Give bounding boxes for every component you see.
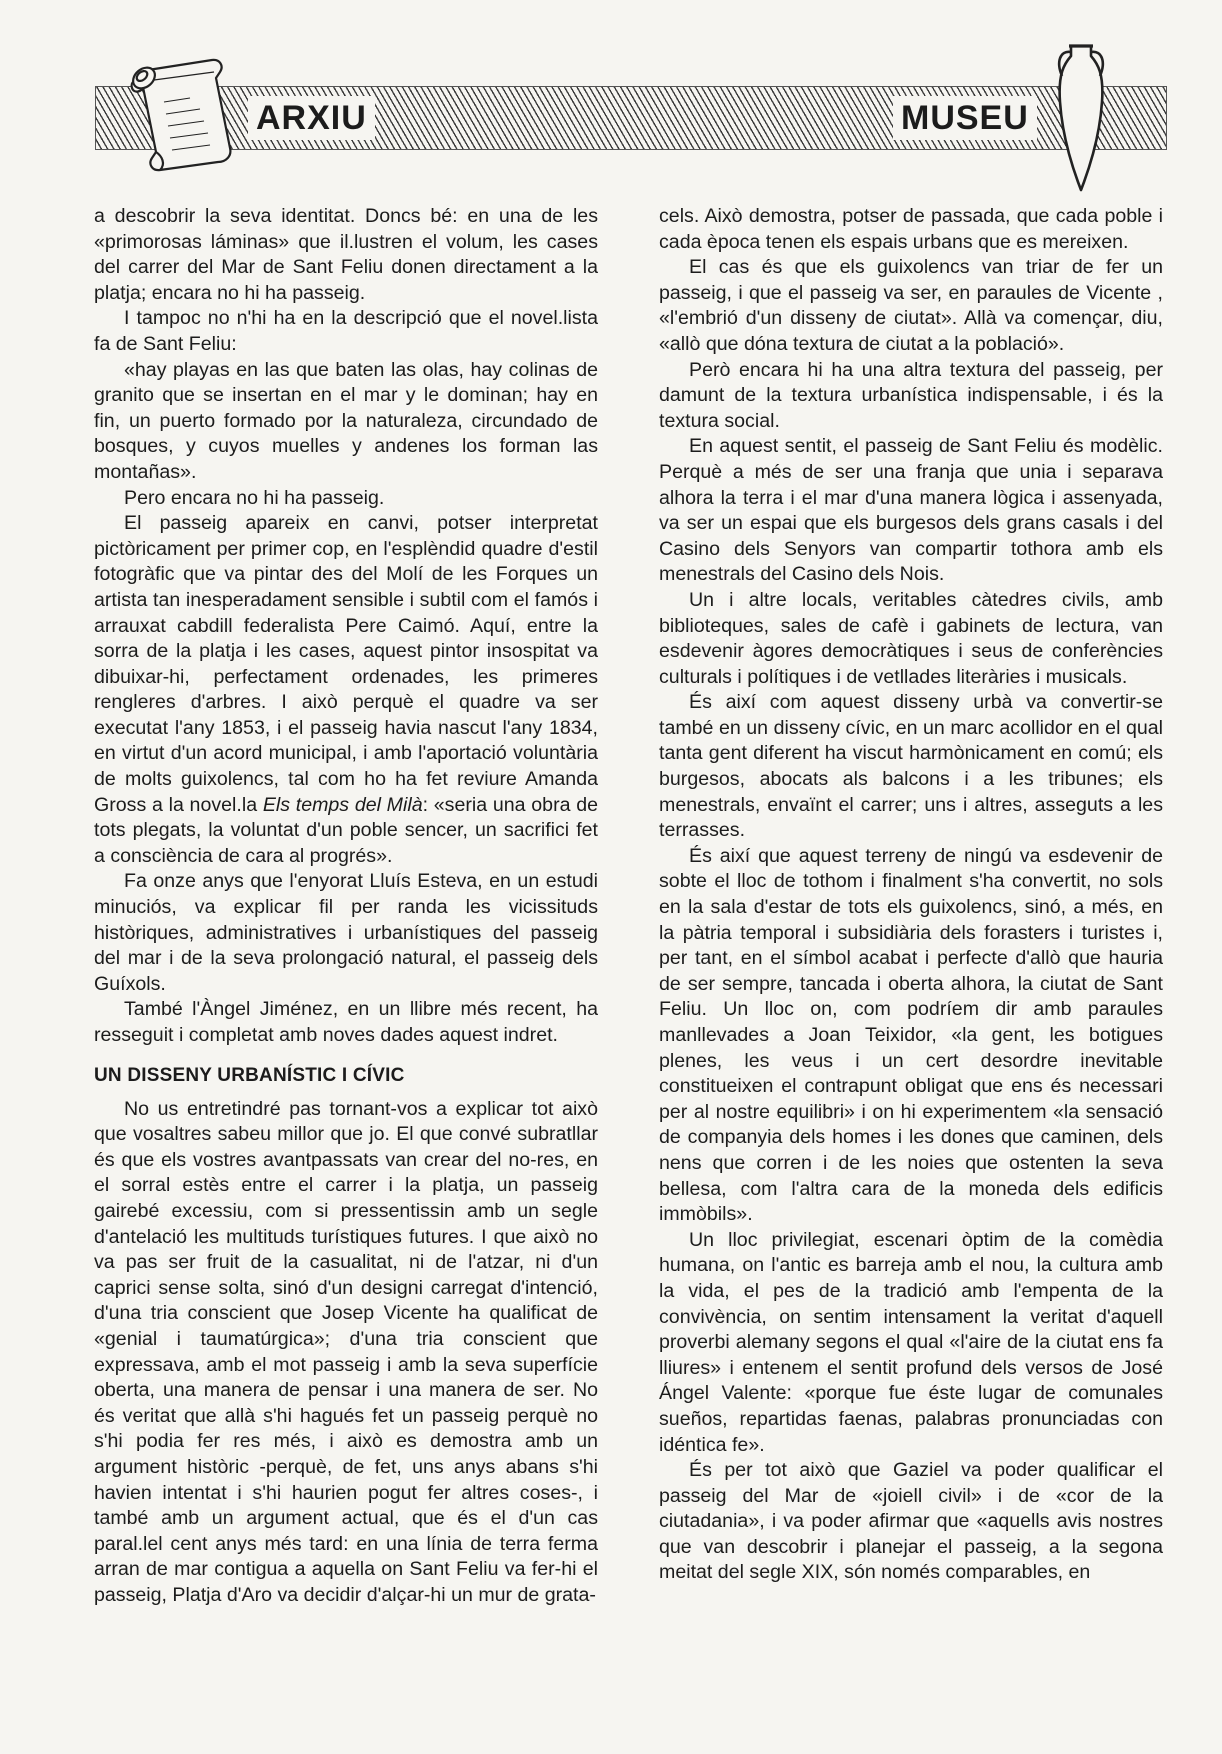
paragraph [94, 511, 598, 869]
paragraph: No us entretindré pas tornant-vos a explicar tot això que vosaltres sabeu millor que jo. El que convé subratllar és que els vostres avantpassats van crear del no-res, en el sorral estès entre el carrer i la platja, un passeig gairebé excessiu, com si pressentissin amb un segle d'antelació les multituds turístiques futures. I que això no va pas ser fruit de la casualitat, ni de l'atzar, ni d'un caprici sense solta, sinó d'un designi carregat d'intenció, d'una tria conscient que Josep Vicente ha qualificat de «genial i taumatúrgica»; d'una tria conscient que expressava, amb el mot passeig i amb la seva superfície oberta, una manera de pensar i una manera de ser. No és veritat que allà s'hi hagués fet un passeig perquè no s'hi podia fer res més, i això es demostra amb un argument històric -perquè, de fet, uns anys abans s'hi havien intentat i s'hi haurien pogut fer altres coses-, i també amb un argument actual, que és el d'un cas paral.lel cent anys més tard: en una línia de terra ferma arran de mar contigua a aquella on Sant Feliu va fer-hi el passeig, Platja d'Aro va decidir d'alçar-hi un mur de grata- [94, 1097, 598, 1606]
paragraph: És així com aquest disseny urbà va convertir-se també en un disseny cívic, en un marc acollidor en el qual tanta gent diferent ha viscut harmònicament en comú; els burgesos, abocats als balcons i a les tribunes; els menestrals, envaïnt el carrer; uns i altres, asseguts a les terrasses. [659, 691, 1163, 842]
paragraph: És per tot això que Gaziel va poder qualificar el passeig del Mar de «joiell civil» i de «cor de la ciutadania», i va poder afirmar que «aquells avis nostres que van descobrir i planejar el passeig, a la segona meitat del segle XIX, són només comparables, en [659, 1459, 1163, 1584]
book-title: Els temps del Milà [262, 793, 423, 816]
paragraph: a descobrir la seva identitat. Doncs bé: en una de les «primorosas láminas» que il.lustren el volum, les cases del carrer del Mar de Sant Feliu donen directament a la platja; encara no hi ha passeig. [94, 205, 598, 304]
paragraph: És així que aquest terreny de ningú va esdevenir de sobte el lloc de tothom i finalment s'ha convertit, no sols en la sala d'estar de tots els guixolencs, sinó, a més, en la pàtria temporal i subsidiària dels forasters i turistes i, per tant, en el símbol acabat i perfecte d'allò que hauria de ser sempre, tancada i oberta alhora, la ciutat de Sant Feliu. Un lloc on, com podríem dir amb paraules manllevades a Joan Teixidor, «la gent, les botigues plenes, les veus i un cert desordre inevitable constitueixen el contrapunt obligat que ens és necessari per al nostre equilibri» i on hi experimentem «la sensació de companyia dels homes i les dones que caminen, dels nens que corren i de les noies que ostenten la seva bellesa, com l'altra cara de la moneda dels edificis immòbils». [659, 844, 1163, 1226]
paragraph: El cas és que els guixolencs van triar de fer un passeig, i que el passeig va ser, en paraules de Vicente , «l'embrió d'un disseny de ciutat». Allà va començar, diu, «allò que dóna textura de ciutat a la població». [659, 256, 1163, 355]
text-span: : «seria una obra de tots plegats, la voluntat d'un poble sencer, un sacrifici fet a consciència de cara al progrés». [94, 793, 599, 867]
paragraph: Pero encara no hi ha passeig. [124, 486, 385, 509]
left-column [94, 204, 598, 1608]
paragraph: Fa onze anys que l'enyorat Lluís Esteva, en un estudi minuciós, va explicar fil per randa les vicissituds històriques, administratives i urbanístiques del passeig del mar i de la seva prolongació natural, el passeig dels Guíxols. [94, 870, 598, 995]
paragraph: I tampoc no n'hi ha en la descripció que el novel.lista fa de Sant Feliu: [94, 307, 598, 355]
amphora-icon [1052, 42, 1110, 192]
paragraph: Però encara hi ha una altra textura del passeig, per damunt de la textura urbanística indispensable, i és la textura social. [659, 358, 1163, 432]
page-header [0, 0, 1222, 200]
arxiu-label: ARXIU [248, 96, 375, 140]
quote-paragraph: «hay playas en las que baten las olas, hay colinas de granito que se insertan en el mar y le dominan; hay en fin, un puerto formado por la naturaleza, circundado de bosques, y cuyos muelles y andenes los forman las montañas». [94, 358, 598, 483]
section-heading: UN DISSENY URBANÍSTIC I CÍVIC [94, 1064, 405, 1086]
scroll-icon [120, 52, 245, 177]
text-span: El passeig apareix en canvi, potser interpretat pictòricament per primer cop, en l'esplèndid quadre d'estil fotogràfic que va pintar des del Molí de les Forques un artista tan inesperadament sensible i subtil com el famós i arrauxat cabdill federalista Pere Caimó. Aquí, entre la sorra de la platja i les cases, aquest pintor insospitat va dibuixar-hi, perfectament ordenades, les primeres rengleres d'arbres. I això perquè el quadre va ser executat l'any 1853, i el passeig havia nascut l'any 1834, en virtut d'un acord municipal, i amb l'aportació voluntària de molts guixolencs, tal com ho ha fet reviure Amanda Gross a la novel.la [94, 512, 598, 816]
paragraph: En aquest sentit, el passeig de Sant Feliu és modèlic. Perquè a més de ser una franja que unia i separava alhora la terra i el mar d'una manera lògica i assenyada, va ser un espai que els burgesos dels grans casals i del Casino dels Senyors van compartir tothora amb els menestrals del Casino dels Nois. [659, 435, 1163, 586]
paragraph: cels. Això demostra, potser de passada, que cada poble i cada època tenen els espais urbans que es mereixen. [659, 205, 1163, 253]
right-column [659, 204, 1163, 1586]
paragraph: Un i altre locals, veritables càtedres civils, amb biblioteques, sales de cafè i gabinets de lectura, van esdevenir àgores democràtiques i seus de conferències culturals i polítiques i de vetllades literàries i musicals. [659, 588, 1163, 688]
paragraph: Un lloc privilegiat, escenari òptim de la comèdia humana, on l'antic es barreja amb el nou, la cultura amb la vida, el pes de la tradició amb l'empenta de la convivència, on sentim intensament la veritat d'aquell proverbi alemany segons el qual «l'aire de la ciutat ens fa lliures» i entenem el sentit profund dels versos de José Ángel Valente: «porque fue éste lugar de comunales sueños, repartidas faenas, palabras pronunciadas con idéntica fe». [659, 1228, 1163, 1456]
museu-label: MUSEU [893, 96, 1037, 140]
paragraph: També l'Àngel Jiménez, en un llibre més recent, ha resseguit i completat amb noves dades aquest indret. [94, 998, 598, 1046]
